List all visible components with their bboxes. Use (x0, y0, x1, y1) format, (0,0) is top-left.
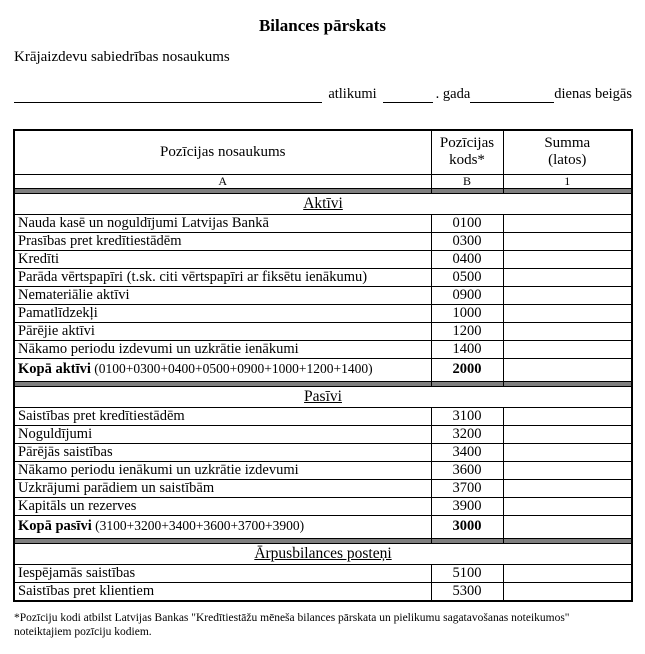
year-blank (383, 86, 433, 103)
table-row (14, 443, 632, 461)
row-summa-cell (503, 322, 632, 340)
total-label: Kopā pasīvi (18, 518, 92, 534)
row-code: 0500 (431, 268, 503, 286)
section-title-row (14, 193, 632, 214)
row-label: Kapitāls un rezerves (14, 497, 431, 515)
table-row (14, 461, 632, 479)
page-title: Bilances pārskats (258, 16, 387, 35)
row-code: 0300 (431, 232, 503, 250)
row-code: 0900 (431, 286, 503, 304)
row-summa-cell (503, 304, 632, 322)
section-title: Aktīvi (303, 194, 343, 212)
row-code: 5100 (431, 564, 503, 582)
column-key-1: 1 (503, 174, 632, 188)
header-key-row (14, 174, 632, 188)
row-summa-cell (503, 250, 632, 268)
row-label: Pārējie aktīvi (14, 322, 431, 340)
row-code: 3400 (431, 443, 503, 461)
row-code: 1200 (431, 322, 503, 340)
total-label: Kopā aktīvi (18, 361, 91, 377)
row-code: 3100 (431, 407, 503, 425)
atlikumi-label: atlikumi (328, 86, 377, 102)
org-name-blank (14, 86, 322, 103)
row-label: Parāda vērtspapīri (t.sk. citi vērtspapīri ar fiksētu ienākumu) (14, 268, 431, 286)
row-summa-cell (503, 214, 632, 232)
row-label: Nākamo periodu izdevumi un uzkrātie ienākumi (14, 340, 431, 358)
row-summa-cell (503, 479, 632, 497)
day-blank (470, 86, 554, 103)
table-row (14, 407, 632, 425)
row-label: Pamatlīdzekļi (14, 304, 431, 322)
row-label: Prasības pret kredītiestādēm (14, 232, 431, 250)
total-formula: (0100+0300+0400+0500+0900+1000+1200+1400) (90, 361, 373, 376)
total-row (14, 358, 632, 381)
column-key-A: A (14, 174, 431, 188)
table-header (14, 130, 632, 188)
org-name-label: Krājaizdevu sabiedrības nosaukums (14, 49, 230, 65)
footnote: *Pozīciju kodi atbilst Latvijas Bankas "Kredītiestāžu mēneša bilances pārskata un pielikumu sagatavošanas noteikumos" noteiktajiem pozīciju kodiem. (14, 611, 570, 639)
table-row (14, 322, 632, 340)
row-label: Noguldījumi (14, 425, 431, 443)
row-label: Uzkrājumi parādiem un saistībām (14, 479, 431, 497)
total-summa-cell (503, 358, 632, 381)
total-code: 2000 (431, 358, 503, 381)
row-summa-cell (503, 443, 632, 461)
row-label: Saistības pret klientiem (14, 582, 431, 601)
table-row (14, 214, 632, 232)
column-header-B: Pozīcijas kods* (431, 130, 503, 174)
table-row (14, 232, 632, 250)
row-label: Nemateriālie aktīvi (14, 286, 431, 304)
column-header-A: Pozīcijas nosaukums (14, 130, 431, 174)
section-title: Pasīvi (304, 387, 342, 405)
row-code: 3600 (431, 461, 503, 479)
table-body (14, 188, 632, 601)
section-title-cell (14, 543, 632, 564)
table-row (14, 564, 632, 582)
table-row (14, 425, 632, 443)
table-row (14, 286, 632, 304)
row-label: Iespējamās saistības (14, 564, 431, 582)
total-code: 3000 (431, 515, 503, 538)
section-title-cell (14, 193, 632, 214)
row-code: 0400 (431, 250, 503, 268)
row-summa-cell (503, 564, 632, 582)
table-row (14, 268, 632, 286)
row-summa-cell (503, 461, 632, 479)
total-summa-cell (503, 515, 632, 538)
row-code: 3900 (431, 497, 503, 515)
total-label-cell (14, 358, 431, 381)
section-title-row (14, 543, 632, 564)
row-summa-cell (503, 232, 632, 250)
table-row (14, 582, 632, 601)
row-summa-cell (503, 340, 632, 358)
row-summa-cell (503, 582, 632, 601)
row-label: Nākamo periodu ienākumi un uzkrātie izdevumi (14, 461, 431, 479)
row-label: Pārējās saistības (14, 443, 431, 461)
column-header-1: Summa (latos) (503, 130, 632, 174)
row-code: 5300 (431, 582, 503, 601)
gada-label: . gada (435, 86, 471, 102)
dienas-label: dienas beigās (554, 86, 632, 102)
row-code: 3700 (431, 479, 503, 497)
total-formula: (3100+3200+3400+3600+3700+3900) (91, 518, 305, 533)
row-summa-cell (503, 425, 632, 443)
column-key-B: B (431, 174, 503, 188)
row-label: Nauda kasē un noguldījumi Latvijas Bankā (14, 214, 431, 232)
row-summa-cell (503, 497, 632, 515)
period-line (14, 86, 632, 103)
table-row (14, 250, 632, 268)
section-title: Ārpusbilances posteņi (254, 544, 392, 562)
table-row (14, 497, 632, 515)
total-row (14, 515, 632, 538)
row-code: 1400 (431, 340, 503, 358)
row-summa-cell (503, 268, 632, 286)
row-label: Saistības pret kredītiestādēm (14, 407, 431, 425)
balance-table (13, 129, 633, 602)
total-label-cell (14, 515, 431, 538)
section-title-cell (14, 386, 632, 407)
section-title-row (14, 386, 632, 407)
table-row (14, 340, 632, 358)
row-summa-cell (503, 407, 632, 425)
header-row (14, 130, 632, 174)
row-code: 3200 (431, 425, 503, 443)
row-label: Kredīti (14, 250, 431, 268)
table-row (14, 479, 632, 497)
row-code: 1000 (431, 304, 503, 322)
row-summa-cell (503, 286, 632, 304)
row-code: 0100 (431, 214, 503, 232)
table-row (14, 304, 632, 322)
